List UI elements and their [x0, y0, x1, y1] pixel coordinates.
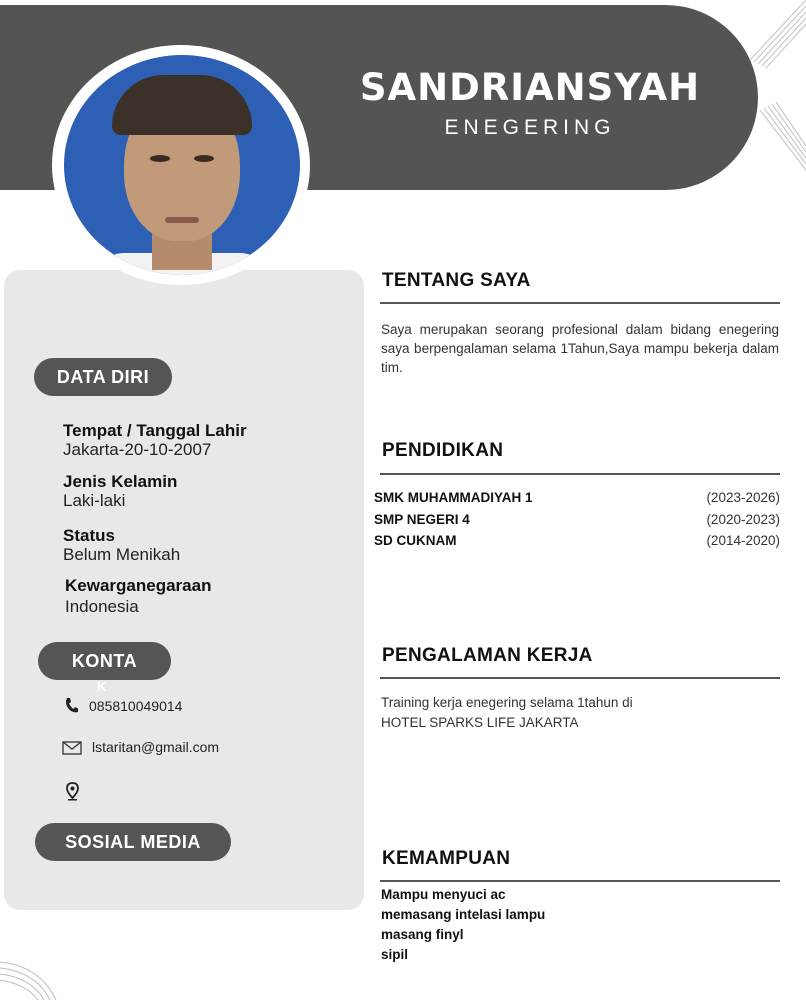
- phone-icon: [64, 697, 79, 714]
- skill-item: sipil: [381, 947, 409, 962]
- candidate-name: SANDRIANSYAH: [359, 66, 701, 109]
- citizenship-label: Kewarganegaraan: [65, 576, 212, 595]
- email-address: lstaritan@gmail.com: [92, 739, 220, 755]
- education-school: SMP NEGERI 4: [374, 512, 470, 527]
- education-years: (2023-2026): [706, 490, 780, 505]
- education-item: [374, 490, 780, 505]
- sosial-media-heading: SOSIAL MEDIA: [35, 823, 231, 861]
- experience-line: HOTEL SPARKS LIFE JAKARTA: [381, 715, 579, 730]
- envelope-icon: [62, 739, 82, 755]
- location-pin-icon: [66, 782, 79, 801]
- gender-label: Jenis Kelamin: [63, 472, 178, 491]
- skill-item: masang finyl: [381, 927, 464, 942]
- experience-line: Training kerja enegering selama 1tahun di: [381, 695, 633, 710]
- experience-title: PENGALAMAN KERJA: [382, 645, 593, 666]
- skills-title: KEMAMPUAN: [382, 848, 511, 869]
- skill-item: memasang intelasi lampu: [381, 907, 546, 922]
- about-text: Saya merupakan seorang profesional dalam bidang enegering saya berpengalaman selama 1Tahun,Saya mampu bekerja dalam tim.: [381, 322, 779, 375]
- contact-phone: [64, 697, 182, 714]
- skill-item: Mampu menyuci ac: [381, 887, 506, 902]
- status-value: Belum Menikah: [63, 545, 181, 564]
- decorative-arcs: [0, 940, 90, 1000]
- experience-text: [381, 693, 741, 733]
- konta-overflow-letter: K: [97, 679, 107, 694]
- decorative-lines: [700, 0, 806, 230]
- data-diri-heading: DATA DIRI: [34, 358, 172, 396]
- phone-number: 085810049014: [89, 697, 183, 714]
- education-title: PENDIDIKAN: [382, 440, 504, 461]
- candidate-role: ENEGERING: [444, 116, 616, 139]
- education-school: SD CUKNAM: [374, 533, 457, 548]
- about-divider: [380, 302, 780, 304]
- contact-email: [62, 739, 219, 755]
- birth-value: Jakarta-20-10-2007: [63, 440, 212, 459]
- status-label: Status: [63, 526, 115, 545]
- education-divider: [380, 473, 780, 475]
- skills-divider: [380, 880, 780, 882]
- citizenship-value: Indonesia: [65, 597, 139, 616]
- education-item: [374, 512, 780, 527]
- education-item: [374, 533, 780, 548]
- about-title: TENTANG SAYA: [382, 270, 531, 291]
- birth-label: Tempat / Tanggal Lahir: [63, 421, 247, 440]
- education-years: (2014-2020): [706, 533, 780, 548]
- experience-divider: [380, 677, 780, 679]
- konta-heading: KONTA: [38, 642, 171, 680]
- education-school: SMK MUHAMMADIYAH 1: [374, 490, 533, 505]
- education-years: (2020-2023): [706, 512, 780, 527]
- gender-value: Laki-laki: [63, 491, 126, 510]
- profile-photo: [64, 55, 300, 275]
- contact-location: [66, 782, 89, 801]
